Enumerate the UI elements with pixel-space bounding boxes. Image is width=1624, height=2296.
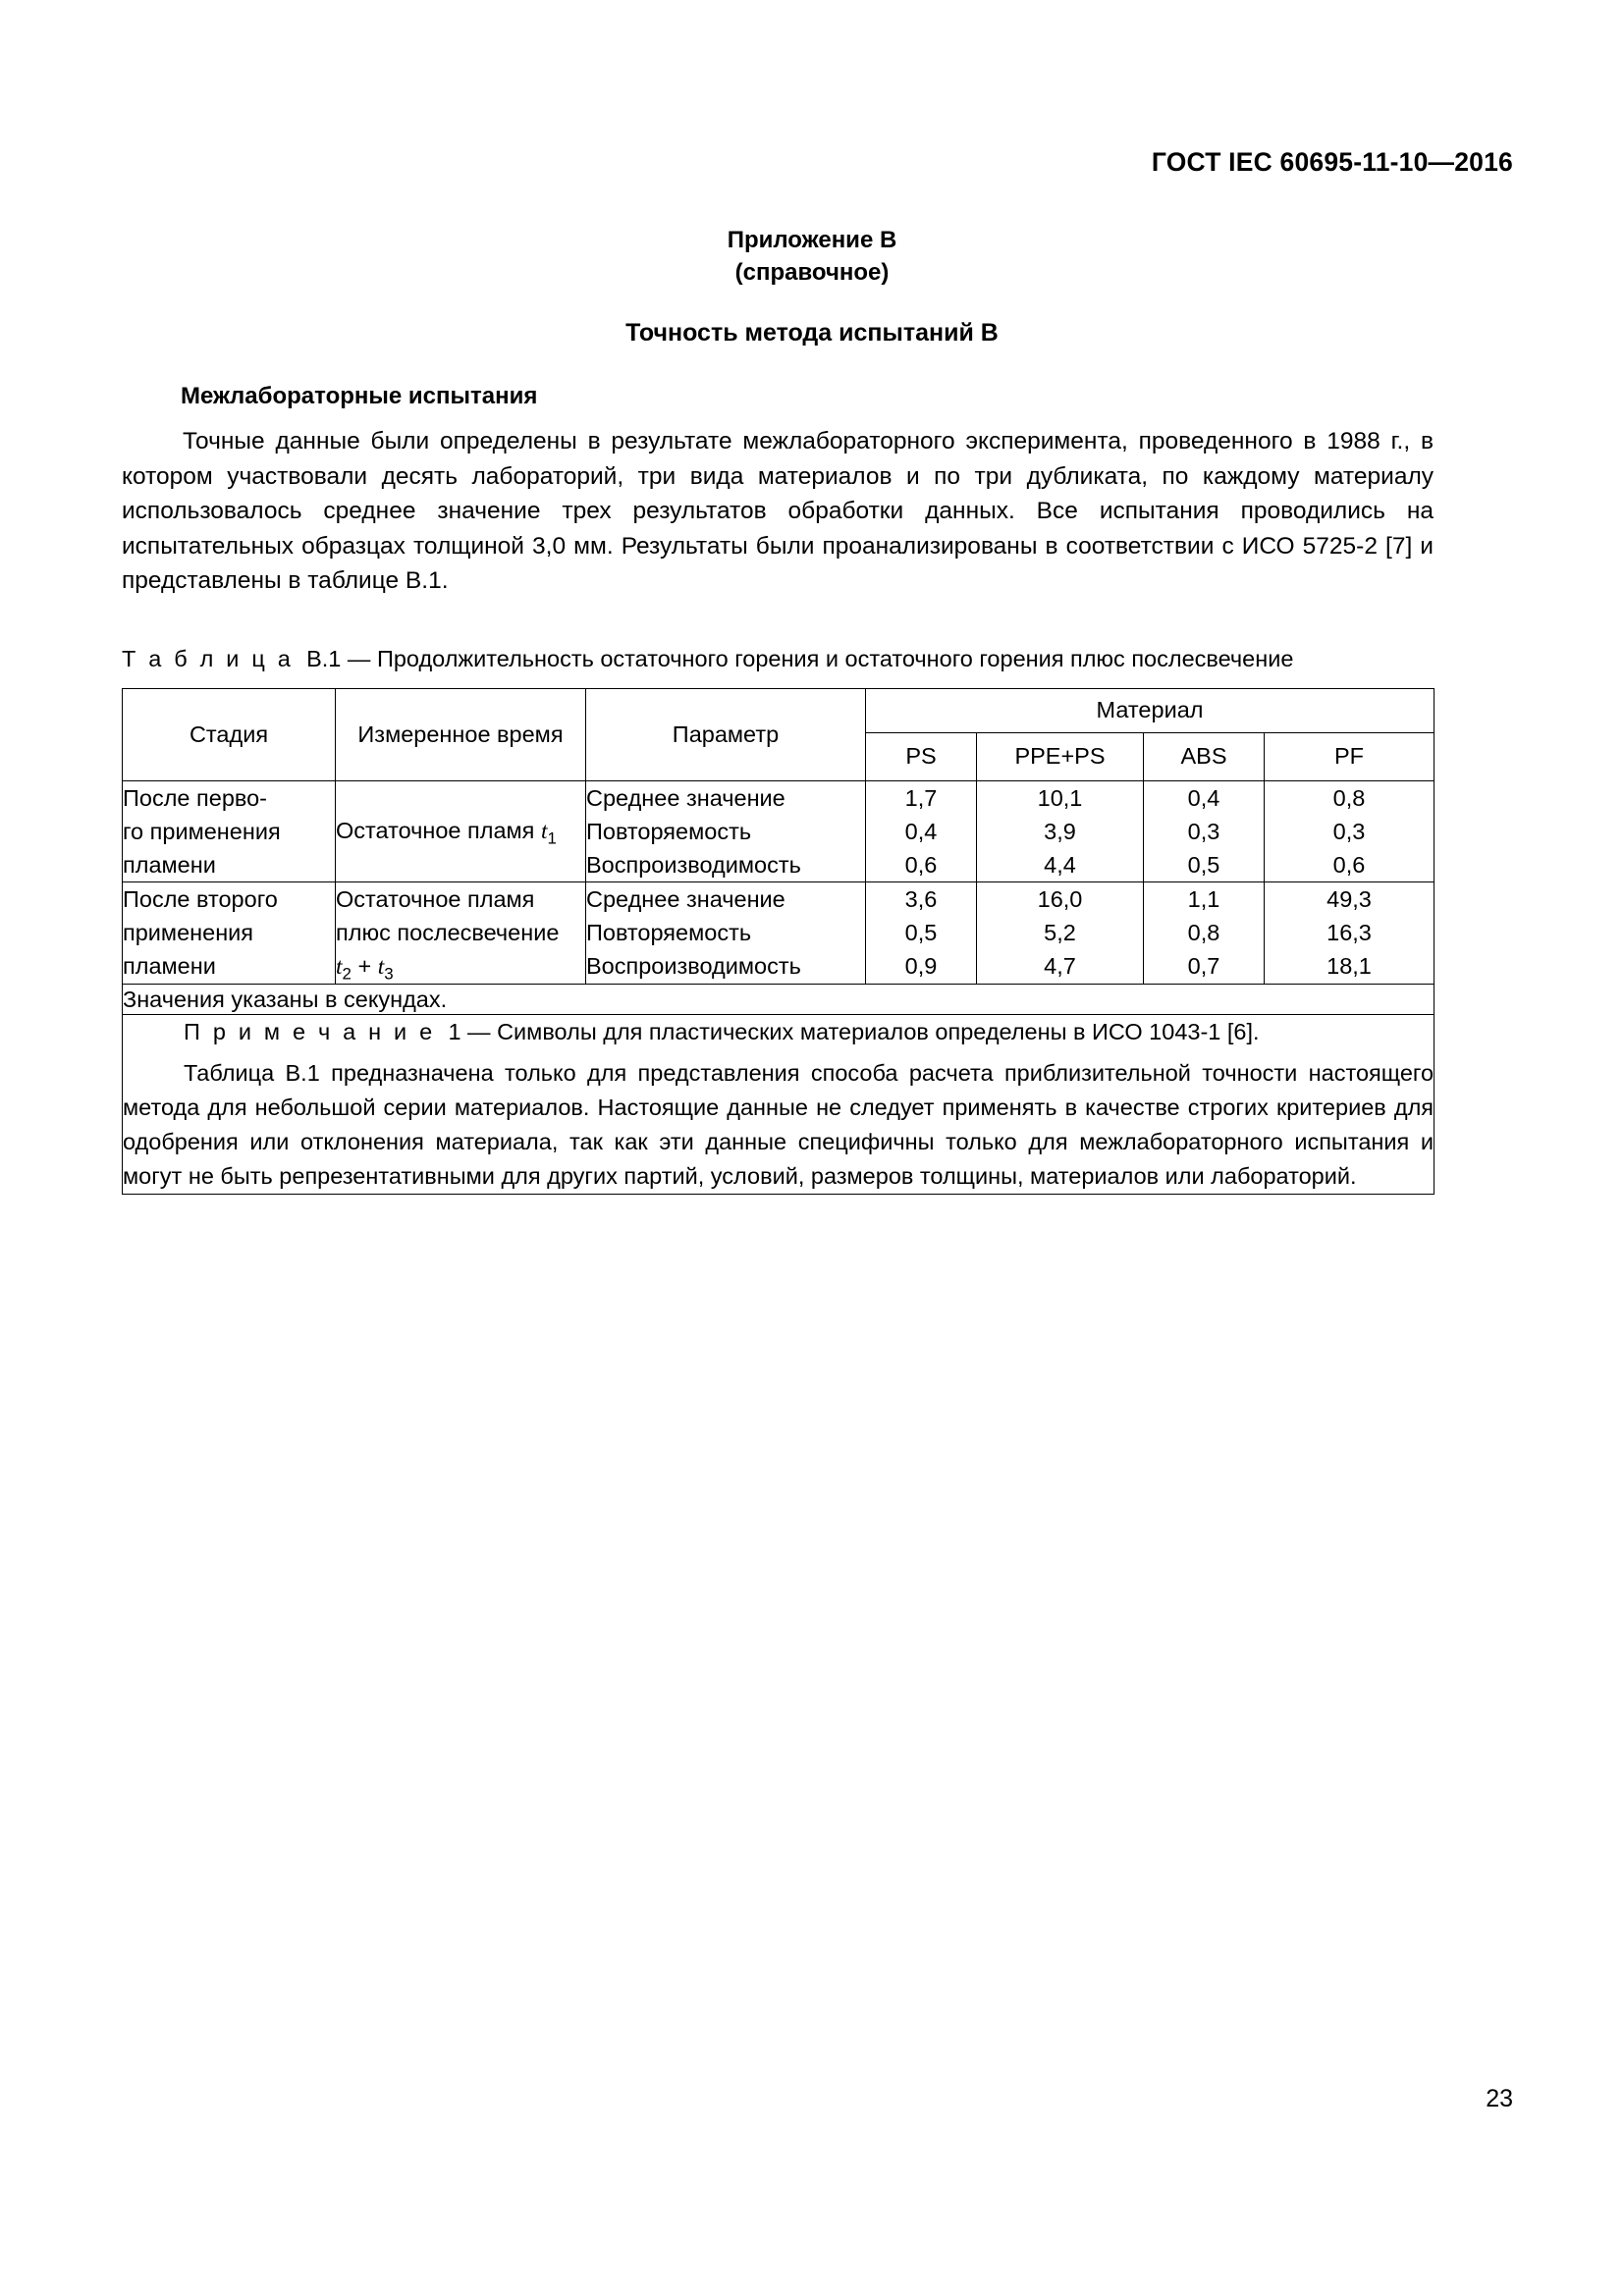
table-units-note: Значения указаны в секундах.	[123, 984, 1435, 1014]
row2-values-ps	[866, 881, 977, 984]
row1-measured-time	[336, 780, 586, 881]
table-caption-label: Т а б л и ц а	[122, 645, 295, 671]
intro-paragraph: Точные данные были определены в результате межлабораторного эксперимента, проведенного в 1988 г., в котором участвовали десять лабораторий, три вида материалов и по три дубликата, по каждому материалу использовалось среднее значение трех результатов обработки данных. Все испытания проводились на испытательных образцах толщиной 3,0 мм. Результаты были проанализированы в соответствии с ИСО 5725-2 [7] и представлены в таблице В.1.	[122, 428, 1434, 594]
row2-values-pf	[1265, 881, 1435, 984]
row1-param-reproducibility: Воспроизводимость	[586, 851, 801, 878]
row1-parameters	[586, 780, 866, 881]
row2-abs-reprod: 0,7	[1187, 952, 1220, 979]
row2-abs-repeat: 0,8	[1187, 919, 1220, 945]
row2-pf-repeat: 16,3	[1326, 919, 1372, 945]
row1-values-ps	[866, 780, 977, 881]
row1-abs-reprod: 0,5	[1187, 851, 1220, 878]
row1-ps-mean: 1,7	[904, 784, 938, 811]
table-row	[123, 780, 1435, 881]
row1-values-abs	[1144, 780, 1265, 881]
annex-title-block	[0, 224, 1624, 289]
row1-param-mean: Среднее значение	[586, 784, 785, 811]
row2-ps-repeat: 0,5	[904, 919, 938, 945]
row2-param-reproducibility: Воспроизводимость	[586, 952, 801, 979]
row2-formula-plus: +	[351, 952, 378, 979]
annex-title: Приложение В	[727, 227, 897, 253]
note-number: 1	[448, 1018, 461, 1044]
table-caption	[122, 643, 1434, 674]
running-header: ГОСТ IEC 60695-11-10—2016	[1151, 147, 1513, 177]
row2-ppeps-mean: 16,0	[1037, 885, 1083, 912]
row1-stage-line2: го применения	[123, 818, 281, 844]
header-material-pf: PF	[1265, 732, 1435, 780]
table-head	[123, 688, 1435, 780]
row2-param-mean: Среднее значение	[586, 885, 785, 912]
page-content	[122, 383, 1434, 1195]
header-material-ppe-ps: PPE+PS	[977, 732, 1144, 780]
row2-ppeps-repeat: 5,2	[1044, 919, 1076, 945]
row1-values-ppe-ps	[977, 780, 1144, 881]
row2-pf-mean: 49,3	[1326, 885, 1372, 912]
table-note-block	[123, 1014, 1435, 1194]
header-material-abs: ABS	[1144, 732, 1265, 780]
header-material: Материал	[866, 688, 1435, 732]
header-material-ps: PS	[866, 732, 977, 780]
annex-heading: Точность метода испытаний В	[625, 319, 999, 347]
annex-subtitle: (справочное)	[734, 259, 890, 286]
row1-stage	[123, 780, 336, 881]
row2-stage	[123, 881, 336, 984]
row1-time-subscript: 1	[547, 828, 557, 848]
header-parameter: Параметр	[586, 688, 866, 780]
page-number: 23	[1486, 2085, 1513, 2112]
row2-formula-sub-2: 2	[342, 964, 352, 984]
row2-measured-time	[336, 881, 586, 984]
row2-param-repeatability: Повторяемость	[586, 919, 752, 945]
table-header-row-1	[123, 688, 1435, 732]
row2-stage-line2: применения	[123, 919, 254, 945]
row1-param-repeatability: Повторяемость	[586, 818, 752, 844]
row2-time-line1: Остаточное пламя	[336, 885, 535, 912]
row1-stage-line3: пламени	[123, 851, 216, 878]
row2-pf-reprod: 18,1	[1326, 952, 1372, 979]
row2-stage-line3: пламени	[123, 952, 216, 979]
row2-formula-sub-3: 3	[384, 964, 394, 984]
row2-ppeps-reprod: 4,7	[1044, 952, 1076, 979]
row1-ps-repeat: 0,4	[904, 818, 938, 844]
row1-ps-reprod: 0,6	[904, 851, 938, 878]
section-subheading: Межлабораторные испытания	[181, 383, 538, 409]
row2-values-ppe-ps	[977, 881, 1144, 984]
row2-stage-line1: После второго	[123, 885, 278, 912]
row1-pf-reprod: 0,6	[1332, 851, 1366, 878]
row2-parameters	[586, 881, 866, 984]
table-units-row	[123, 984, 1435, 1014]
row1-abs-repeat: 0,3	[1187, 818, 1220, 844]
note-text: Символы для пластических материалов определены в ИСО 1043-1 [6].	[497, 1018, 1260, 1044]
row1-ppeps-reprod: 4,4	[1044, 851, 1076, 878]
row2-abs-mean: 1,1	[1187, 885, 1220, 912]
row1-ppeps-mean: 10,1	[1037, 784, 1083, 811]
row1-ppeps-repeat: 3,9	[1044, 818, 1076, 844]
precision-table	[122, 688, 1435, 1195]
row2-ps-mean: 3,6	[904, 885, 938, 912]
row2-time-formula	[336, 949, 585, 984]
table-caption-dash: —	[347, 645, 371, 671]
row2-ps-reprod: 0,9	[904, 952, 938, 979]
row1-pf-repeat: 0,3	[1332, 818, 1366, 844]
row1-stage-line1: После перво-	[123, 784, 268, 811]
header-stage: Стадия	[123, 688, 336, 780]
row1-abs-mean: 0,4	[1187, 784, 1220, 811]
note-label: П р и м е ч а н и е	[184, 1018, 436, 1044]
table-note-row	[123, 1014, 1435, 1194]
table-row	[123, 881, 1435, 984]
row1-values-pf	[1265, 780, 1435, 881]
row1-measured-time-text: Остаточное пламя	[336, 818, 541, 843]
table-note-1	[123, 1015, 1434, 1048]
table-closing-paragraph: Таблица В.1 предназначена только для представления способа расчета приблизительной точности настоящего метода для небольшой серии материалов. Настоящие данные не следует применять в качестве строгих критериев для одобрения или отклонения материала, так как эти данные специфичны только для межлабораторного испытания и могут не быть репрезентативными для других партий, условий, размеров толщины, материалов или лабораторий.	[123, 1059, 1435, 1189]
table-caption-text: Продолжительность остаточного горения и остаточного горения плюс послесвечение	[376, 645, 1294, 671]
table-caption-number: В.1	[306, 645, 342, 671]
row2-formula-t3-symbol: t	[377, 953, 385, 980]
row2-formula-t2-symbol: t	[336, 953, 343, 980]
row1-pf-mean: 0,8	[1332, 784, 1366, 811]
row2-values-abs	[1144, 881, 1265, 984]
table-body	[123, 780, 1435, 1194]
row2-time-line2: плюс послесвечение	[336, 919, 560, 945]
row1-time-symbol: t	[540, 819, 548, 844]
note-dash: —	[467, 1018, 491, 1044]
header-measured-time: Измеренное время	[336, 688, 586, 780]
